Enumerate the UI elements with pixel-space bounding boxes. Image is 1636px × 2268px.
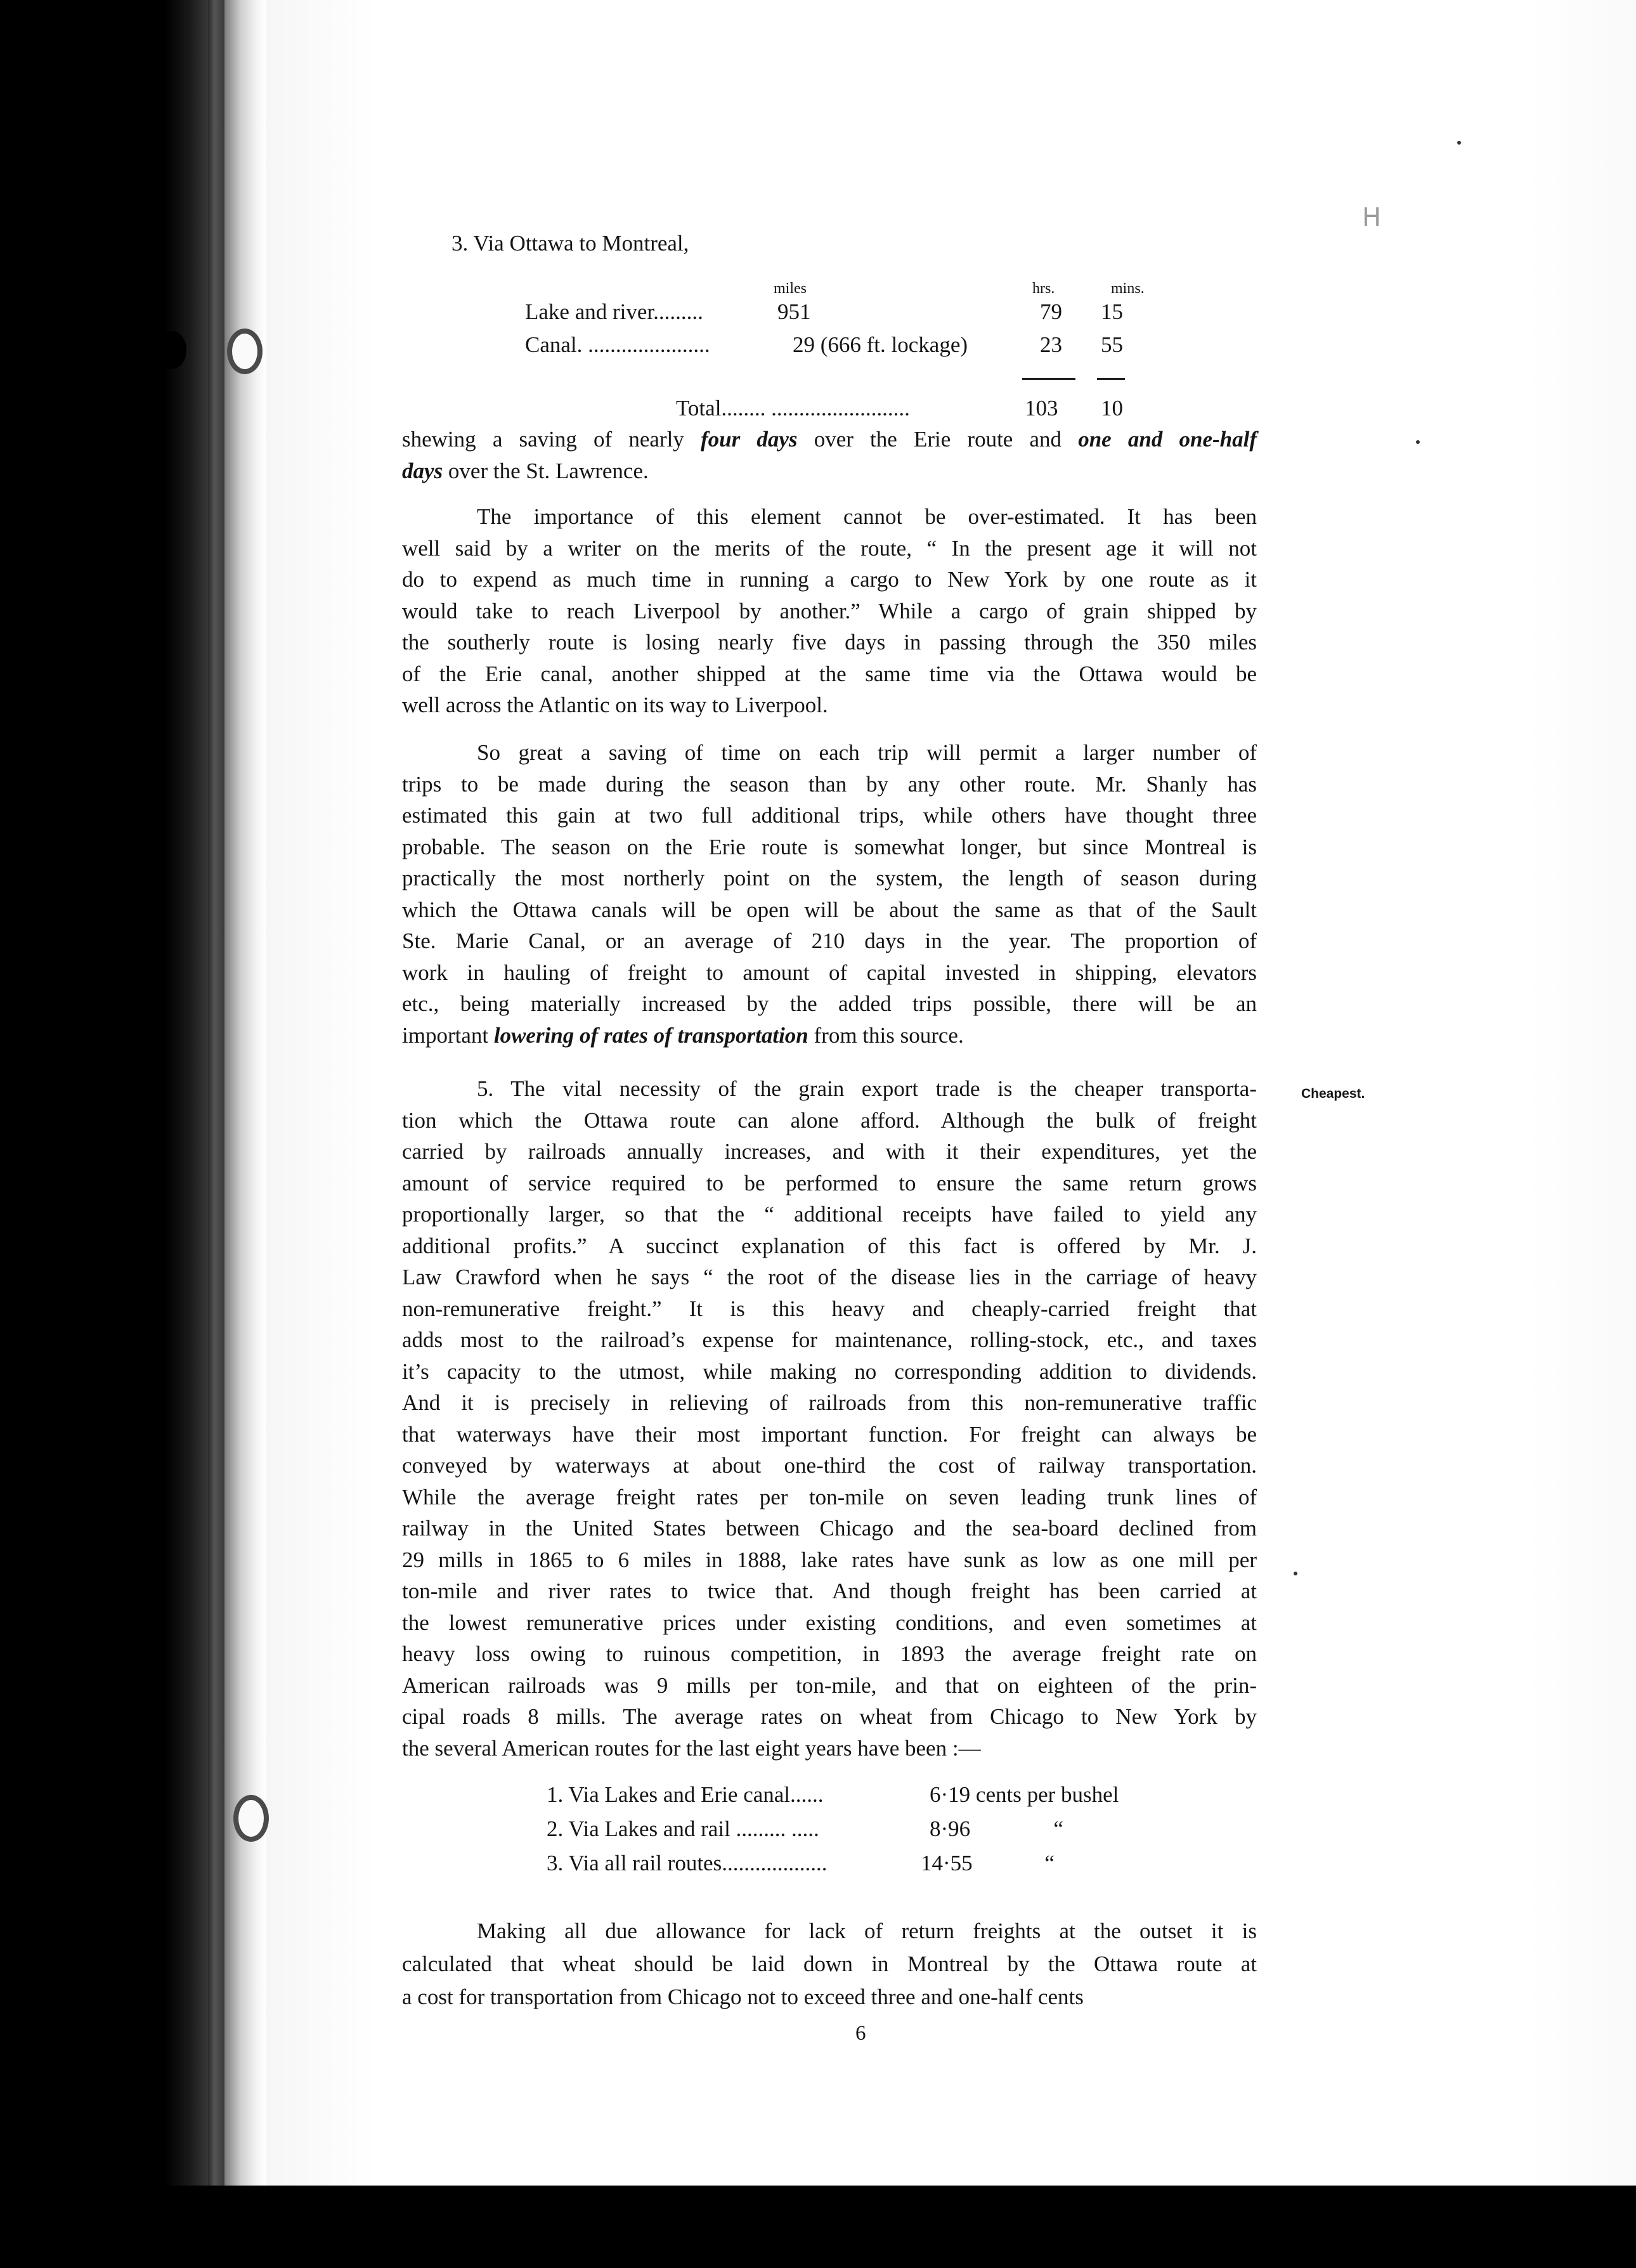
text-line: conveyed by waterways at about one-third the cost of railway transportation. [402, 1453, 1257, 1478]
punch-hole-top-right [227, 329, 263, 374]
text-line: ton-mile and river rates to twice that. And though freight has been carried at [402, 1579, 1257, 1603]
text-line: proportionally larger, so that the “ additional receipts have failed to yield any [402, 1202, 1257, 1227]
text-line: a cost for transportation from Chicago not to exceed three and one-half cents [402, 1984, 1084, 2009]
punch-hole-bottom-right [233, 1795, 269, 1842]
pencil-annotation: H [1362, 203, 1382, 232]
total-hrs: 103 [1025, 396, 1058, 420]
text-line: tion which the Ottawa route can alone afford. Although the bulk of freight [402, 1107, 1257, 1133]
row-hrs: 79 [1040, 299, 1062, 324]
text-line: days over the St. Lawrence. [402, 459, 649, 483]
text-line: well across the Atlantic on its way to Liverpool. [402, 693, 828, 717]
rate-value: 8·96 “ [930, 1816, 1063, 1841]
page-number: 6 [855, 2022, 866, 2045]
text-line: Law Crawford when he says “ the root of the disease lies in the carriage of heavy [402, 1265, 1257, 1289]
text-line: the several American routes for the last eight years have been :— [402, 1735, 981, 1761]
text-line: it’s capacity to the utmost, while making no corresponding addition to dividends. [402, 1359, 1257, 1384]
ink-speck [1294, 1572, 1297, 1575]
text-line: cipal roads 8 mills. The average rates on wheat from Chicago to New York by [402, 1704, 1257, 1729]
total-mins: 10 [1101, 396, 1123, 420]
ink-speck [1416, 440, 1420, 444]
punch-hole-bottom-left [126, 1792, 157, 1833]
text-line: adds most to the railroad’s expense for maintenance, rolling-stock, etc., and taxes [402, 1327, 1257, 1352]
text-line: railway in the United States between Chicago and the sea-board declined from [402, 1516, 1257, 1541]
text-line: the southerly route is losing nearly five days in passing through the 350 miles [402, 630, 1257, 655]
text-line: 29 mills in 1865 to 6 miles in 1888, lake rates have sunk as low as one mill per [402, 1547, 1257, 1572]
emphasis: four days [700, 427, 798, 452]
text-line: While the average freight rates per ton-mile on seven leading trunk lines of [402, 1484, 1257, 1509]
section-heading: 3. Via Ottawa to Montreal, [451, 231, 689, 256]
sum-rule-hrs [1022, 378, 1075, 380]
text-line: additional profits.” A succinct explanation of this fact is offered by Mr. J. [402, 1233, 1257, 1258]
row-mins: 55 [1101, 332, 1123, 357]
margin-note: Cheapest. [1301, 1086, 1365, 1101]
rate-value: 6·19 cents per bushel [930, 1782, 1119, 1807]
text-line: trips to be made during the season than by any other route. Mr. Shanly has [402, 771, 1257, 797]
row-label: Lake and river......... [525, 299, 703, 324]
text-line: American railroads was 9 mills per ton-mile, and that on eighteen of the prin- [402, 1672, 1257, 1698]
row-label: Canal. ...................... [525, 332, 710, 357]
text-line: which the Ottawa canals will be open will be about the same as that of the Sault [402, 897, 1257, 922]
row-hrs: 23 [1040, 332, 1062, 357]
text-line: amount of service required to be performed to ensure the same return grows [402, 1170, 1257, 1196]
text-line: well said by a writer on the merits of the route, “ In the present age it will not [402, 535, 1257, 561]
text-line: would take to reach Liverpool by another.” While a cargo of grain shipped by [402, 598, 1257, 623]
text-line: So great a saving of time on each trip will permit a larger number of [477, 740, 1257, 765]
rate-label: 3. Via all rail routes................... [547, 1851, 828, 1875]
text-line: The importance of this element cannot be over-estimated. It has been [477, 504, 1257, 529]
text-line: And it is precisely in relieving of railroads from this non-remunerative traffic [402, 1390, 1257, 1415]
row-miles: 951 [777, 299, 811, 324]
text-line: carried by railroads annually increases, and with it their expenditures, yet the [402, 1139, 1257, 1164]
col-header-mins: mins. [1111, 280, 1145, 297]
text-line: work in hauling of freight to amount of capital invested in shipping, elevators [402, 960, 1257, 985]
col-header-hrs: hrs. [1032, 280, 1055, 297]
text-line: probable. The season on the Erie route is somewhat longer, but since Montreal is [402, 834, 1257, 859]
text-line: non-remunerative freight.” It is this heavy and cheaply-carried freight that [402, 1296, 1257, 1321]
total-label: Total........ ......................... [676, 396, 910, 420]
row-miles: 29 (666 ft. lockage) [793, 332, 968, 357]
text-line: do to expend as much time in running a cargo to New York by one route as it [402, 567, 1257, 592]
rate-value: 14·55 “ [921, 1851, 1055, 1875]
text-line: estimated this gain at two full additional trips, while others have thought three [402, 803, 1257, 828]
text-line: etc., being materially increased by the added trips possible, there will be an [402, 991, 1257, 1016]
sum-rule-mins [1097, 378, 1125, 380]
text-line: heavy loss owing to ruinous competition, in 1893 the average freight rate on [402, 1641, 1257, 1666]
emphasis: one and one-half [1078, 427, 1257, 452]
rate-label: 2. Via Lakes and rail ......... ..... [547, 1816, 819, 1841]
text-line: calculated that wheat should be laid down in Montreal by the Ottawa route at [402, 1952, 1257, 1976]
text-line: that waterways have their most important function. For freight can always be [402, 1421, 1257, 1447]
text-line: 5. The vital necessity of the grain export trade is the cheaper transporta- [477, 1076, 1257, 1101]
emphasis: days [402, 459, 443, 483]
text-line: Ste. Marie Canal, or an average of 210 days in the year. The proportion of [402, 929, 1257, 953]
ink-speck [1457, 141, 1461, 145]
emphasis: lowering of rates of transportation [493, 1022, 808, 1048]
gutter-line [208, 0, 224, 2268]
text-line: shewing a saving of nearly four days over the Erie route and one and one-half [402, 427, 1257, 452]
col-header-miles: miles [774, 280, 807, 297]
row-mins: 15 [1101, 299, 1123, 324]
text-line: important lowering of rates of transportation from this source. [402, 1022, 964, 1048]
text-line: of the Erie canal, another shipped at the same time via the Ottawa would be [402, 661, 1257, 686]
punch-hole-top-left [157, 331, 186, 369]
binding-shadow [0, 0, 266, 2268]
text-line: Making all due allowance for lack of return freights at the outset it is [477, 1919, 1257, 1943]
text-line: practically the most northerly point on the system, the length of season during [402, 866, 1257, 890]
text-line: the lowest remunerative prices under existing conditions, and even sometimes at [402, 1610, 1257, 1635]
rate-label: 1. Via Lakes and Erie canal...... [547, 1782, 824, 1807]
scan-bottom-band [0, 2186, 1636, 2268]
